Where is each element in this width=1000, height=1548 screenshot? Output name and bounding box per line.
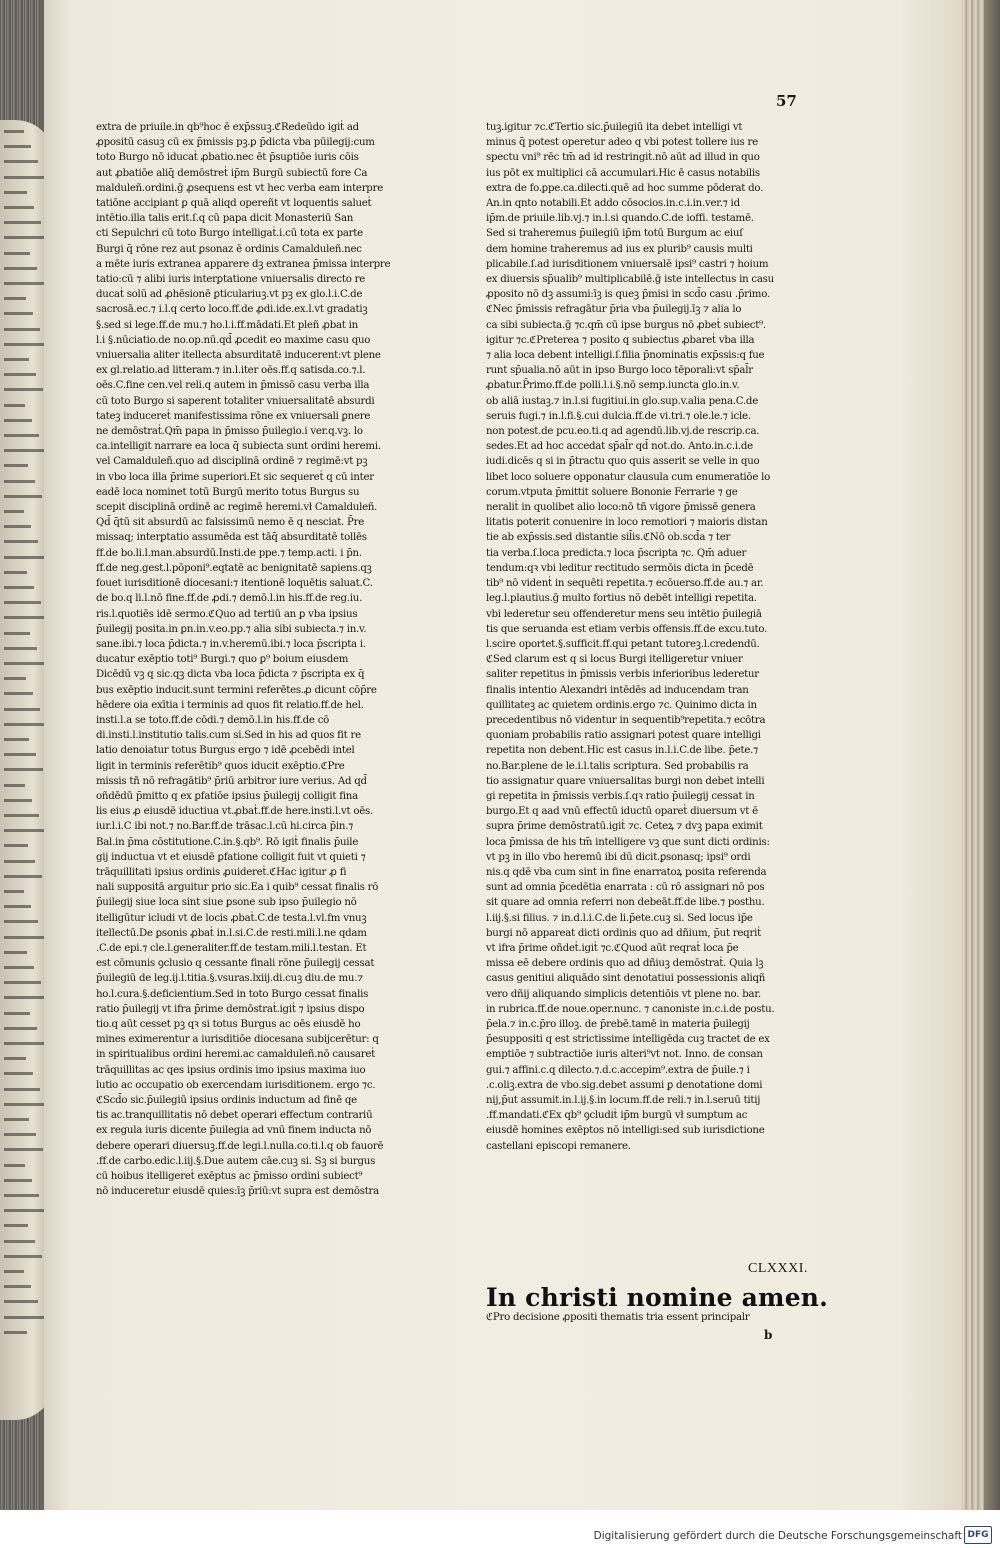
facing-page-text-fragment <box>4 571 27 574</box>
text-line: .C.de epi.⁊ cle.l.generaliter.ff.de testam.mili.l.testan. Et <box>96 942 367 954</box>
text-line: ius pōt ex multiplici cā accumulari.Hic ē casus notabilis <box>486 167 760 179</box>
text-line: eiusdē homines exēptos nō intelligi:sed sub iurisdictione <box>486 1125 765 1137</box>
facing-page-text-fragment <box>4 1209 46 1212</box>
text-line: ff.de neg.gest.l.pōponi⁹.eqtatē ac benignitatē sapiens.qꝫ <box>96 562 372 574</box>
text-line: corum.vtputa p̄mittit soluere Bononie Ferrarie ⁊ ge <box>486 486 738 498</box>
text-line: sacrosā.ec.⁊ i.l.q certo loco.ff.de ꝓdi.ide.ex.l.vt gradatiꝫ <box>96 304 368 316</box>
facing-page-text-fragment <box>4 586 34 589</box>
text-line: tendum:qꝛ vbi leditur rectitudo sermōis dicta in p̄cedē <box>486 562 754 574</box>
text-line: hēdere oia exītia i terminis ad quos fit relatio.ff.de hel. <box>96 699 364 711</box>
text-line: oēs.C.fine cen.vel reli.q autem in p̄missō casu verba illa <box>96 380 370 392</box>
text-line: Bal.in p̄ma cōstitutione.C.in.§.qb⁹. Rō igiṫ finalis p̄uile <box>96 836 359 848</box>
text-line: repetita non debent.Hic est casus in.l.i.C.de libe. p̄ete.⁊ <box>486 745 758 757</box>
facing-page-text-fragment <box>4 1027 37 1030</box>
text-line: ex diuersis sp̄ualib⁹ multiplicabilē.ḡ iste intellectus in casu <box>486 274 774 286</box>
text-line: trāquillitas ac qes ipsius ordinis imo ipsius maxima iuo <box>96 1064 366 1076</box>
text-line: tuꝫ.igitur ⁊c.ℭTertio sic.p̄uilegiū ita debet intelligi vt <box>486 122 743 133</box>
text-line: runt sp̄ualia.nō aūt in ipso Burgo loco tēporali:vt sp̄al̄r <box>486 365 753 377</box>
text-line: gi repetita in p̄missis verbis.ſ.qꝛ ratio p̄uilegij cessat in <box>486 790 755 802</box>
text-line: ducaṫ solū ad ꝓhēsionē ꝑticulariuꝫ.vt pꝫ ex glo.l.i.C.de <box>96 289 363 301</box>
text-line: Qd̄ q̄tū sit absurdū ac falsissimū nemo ē q nesciat. P̄re <box>96 517 365 529</box>
text-line: loca p̄missa de his tm̄ intelligere vꝫ que sunt dicti ordinis: <box>486 836 770 848</box>
text-line: missa eē debere ordinis quo ad dñiuꝫ demōstraṫ. Quia lꝫ <box>486 958 764 970</box>
text-line: .ff.mandati.ℭEx qb⁹ ꝯcludiṫ ip̄m burgū vł sumptum ac <box>486 1110 748 1122</box>
text-line: ex regula iuris dicente p̄uilegia ad vnū finem inducta nō <box>96 1125 372 1137</box>
text-line: libet loco soluere opponatur clausula cum enumeratiōe lo <box>486 471 770 483</box>
facing-page-text-fragment <box>4 829 46 832</box>
text-line: tib⁹ nō videnṫ in sequēti repetita.⁊ ecōuerso.ff.de au.⁊ ar. <box>486 578 764 590</box>
facing-page-text-fragment <box>4 1316 45 1319</box>
facing-page-text-fragment <box>4 282 44 285</box>
text-line: toto Burgo nō iducaṫ ꝓbatio.nec ēt p̄suꝑtiōe iuris cōis <box>96 152 359 164</box>
text-line: l.iij.§.si filius. ⁊ in.d.l.i.C.de li.p̄ete.cuꝫ si. Sed locus ip̄e <box>486 912 753 924</box>
facing-page-text-fragment <box>4 1285 31 1288</box>
text-line: quillitateꝫ ac quietem ordinis.ergo ⁊c. Quinimo dicta in <box>486 699 757 711</box>
text-line: ca.intelligit narrare ea loca q̄ subiecta sunt ordini heremi. <box>96 441 381 453</box>
facing-page-text-fragment <box>4 495 42 498</box>
text-line: casus genitiui aliquādo sint denotatiui possessionis aliqñ <box>486 973 766 985</box>
text-line: sunt ad omnia p̄cedētia enarrata : cū rō assignari nō pos <box>486 882 765 894</box>
facing-page-text-fragment <box>4 510 24 513</box>
facing-page-text-fragment <box>4 1148 43 1151</box>
text-line: minus q̄ potest operetur adeo q vbi potest tollere ius re <box>486 137 758 149</box>
text-line: latio denoiatur totus Burgus ergo ⁊ idē ꝓcebēdi intel <box>96 745 355 757</box>
facing-page-text-fragment <box>4 951 27 954</box>
facing-page-text-fragment <box>4 1164 25 1167</box>
facing-page-text-fragment <box>4 738 29 741</box>
facing-page-text-fragment <box>4 312 33 315</box>
text-line: p̄uilegij siue loca sint siue ꝑsone sub ipso p̄uilegio nō <box>96 897 357 909</box>
text-line: .ff.de carbo.edic.l.iij.§.Due autem cāe.cuꝫ si. Sꝫ si burgus <box>96 1155 376 1167</box>
facing-page-text-fragment <box>4 449 46 452</box>
text-line: vt ifra p̄rime oñdeṫ.igiṫ ⁊c.ℭQuod aūt reqraṫ loca p̄e <box>486 942 739 954</box>
facing-page-text-fragment <box>4 1072 33 1075</box>
text-line: insti.l.a se toto.ff.de cōdi.⁊ demō.l.in his.ff.de cō <box>96 714 330 726</box>
text-line: An.in qnto notabili.Et addo cōsocios.in.c.i.in.ver.⁊ id <box>486 198 740 210</box>
facing-page-text-fragment <box>4 404 25 407</box>
text-line: ℭSed clarum est q si locus Burgi itelligeretur vniuer <box>486 654 743 666</box>
facing-page-text-fragment <box>4 981 41 984</box>
facing-page-text-fragment <box>4 419 32 422</box>
facing-page-text-fragment <box>4 297 26 300</box>
text-line: ip̄m.de priuile.lib.vj.⁊ in.l.si quando.C.de ioffi. testamē. <box>486 213 754 225</box>
text-line: non potest.de pcu.eo.ti.q ad agendū.lib.vj.de rescrip.ca. <box>486 426 760 438</box>
section-number: CLXXXI. <box>748 1261 808 1276</box>
text-line: bus exēptio inducit.sunt termini referētes.ꝓ dicunt cōp̄re <box>96 684 377 696</box>
text-line: in vbo loca illa p̄rime superiori.Et sic sequereṫ q cū inter <box>96 471 374 483</box>
facing-page-text-fragment <box>4 373 36 376</box>
facing-page-text-fragment <box>4 616 48 619</box>
facing-page-text-fragment <box>4 1300 38 1303</box>
text-line: precedentibus nō videntur in sequentib⁹repetita.⁊ ecōtra <box>486 714 766 726</box>
text-line: ca sibi subiecta.ḡ ⁊c.qm̄ cū ipse burgus nō ꝓbeṫ subiect⁹. <box>486 319 766 331</box>
text-line: missaq; interꝑtatio assumēda est tāq̄ absurditatē tollēs <box>96 532 367 544</box>
text-line: gij inductua vt et eiusdē ꝑfatione colligit fuit vt quieti ⁊ <box>96 851 366 863</box>
facing-page-text-fragment <box>4 160 38 163</box>
facing-page-text-fragment <box>4 966 34 969</box>
text-line: debere operari diuersuꝫ.ff.de legi.l.nulla.co.ti.l.q ob fauorē <box>96 1140 384 1152</box>
text-line: dem homine traheremus ad ius ex plurib⁹ causis multi <box>486 243 753 255</box>
text-line: vero dñij aliquando simplicis detentiōis vt plene no. bar. <box>486 988 761 1000</box>
text-line: di.insti.l.institutio talis.cum si.Sed in his ad quos fit re <box>96 730 361 742</box>
text-line: quoniam probabilis ratio assignari potest quare intelligi <box>486 730 761 742</box>
text-line: malduleñ.ordini.ḡ ꝓsequens est vt hec verba eam interpre <box>96 182 383 194</box>
facing-page-text-fragment <box>4 1270 24 1273</box>
facing-page-text-fragment <box>4 1088 40 1091</box>
book-cover-edge <box>984 0 1000 1510</box>
text-line: vniuersalia aliter itellecta absurditatē inducerent:vt plene <box>96 350 381 362</box>
text-line: gui.⁊ affini.c.q dilecto.⁊.d.c.accepim⁹.extra de p̄uile.⁊ i <box>486 1064 750 1076</box>
facing-page-text-fragment <box>4 996 48 999</box>
facing-page-text-fragment <box>4 525 31 528</box>
text-line: sedes.Et ad hoc accedat sp̄al̄r qd̄ not.do. Anto.in.c.i.de <box>486 441 753 453</box>
facing-page-text-fragment <box>4 1179 32 1182</box>
text-line: p̄ela.⁊ in.c.p̄ro illoꝫ. de p̄rebē.tamē in materia p̄uilegij <box>486 1018 750 1030</box>
text-line: iudi.dicēs q si in p̄tractu quo quis asserit se velle in quo <box>486 456 760 468</box>
facing-page-text-fragment <box>4 677 26 680</box>
text-line: de bo.q li.l.nō fine.ff.de ꝓdi.⁊ demō.l.in his.ff.de reg.iu. <box>96 593 363 605</box>
text-line: tatiōne accipiant ꝑ quā aliqd opereñt vt loquentis salueṫ <box>96 198 372 210</box>
text-line: p̄esuppositi q est strictissime intelligēda cuꝫ tractet de ex <box>486 1034 770 1046</box>
facing-page-text-fragment <box>4 464 28 467</box>
text-line: ⁊ alia loca debent intelligi.ſ.filia p̄nominatis exp̄ssis:q fue <box>486 350 765 362</box>
facing-page-text-fragment <box>4 860 35 863</box>
text-line: extra de fo.ꝑpe.ca.dilecti.quē ad hoc summe pōderat do. <box>486 182 764 194</box>
text-line: nō induceretur eiusdē quies:īꝫ p̄riū:vt supra est demōstra <box>96 1186 380 1198</box>
facing-page-text-fragment <box>4 556 45 559</box>
facing-page-text-fragment <box>4 753 36 756</box>
facing-page-text-fragment <box>4 799 32 802</box>
text-line: burgi nō appareat dicti ordinis quo ad dñium, p̄ut reqriṫ <box>486 927 761 939</box>
text-line: spectu vni⁹ rēc tm̄ ad id restringiṫ.nō aūt ad illud in quo <box>486 152 760 164</box>
text-line: ff.de bo.li.l.man.absurdū.Insti.de ppe.⁊ temp.acti. i p̄n. <box>96 547 362 559</box>
text-line: lutio ac occupatio ob exercendam iurisditionem. ergo ⁊c. <box>96 1079 376 1091</box>
facing-page-text-fragment <box>4 358 29 361</box>
text-line: tia verba.ſ.loca predicta.⁊ loca p̄scripta ⁊c. Qm̄ aduer <box>486 547 747 559</box>
text-line: vel Camalduleñ.quo ad disciplinā ordinē ⁊ regimē:vt pꝫ <box>96 456 368 468</box>
text-line: ex gl.relatio.ad litteram.⁊ in.l.iter oēs.ff.q satisda.co.⁊.l. <box>96 365 366 377</box>
signature-mark: b <box>764 1328 773 1342</box>
facing-page-text-fragment <box>4 191 27 194</box>
text-line: tis ac.tranquillitatis nō debet operari effectum contrariū <box>96 1110 373 1122</box>
text-line: l.scire oportet.§.sufficit.ff.qui petant tutoreꝫ.l.credendū. <box>486 638 760 650</box>
facing-page-text-fragment <box>4 1331 27 1334</box>
facing-page-text-fragment <box>4 176 45 179</box>
text-line: ob aliā iustaꝫ.⁊ in.l.si fugitiui.in glo.sup.v.alia pena.C.de <box>486 395 758 407</box>
text-line: aut ꝓbatiōe aliq̄ demōstreṫ ip̄m Burgū subiectū fore Ca <box>96 167 368 179</box>
facing-page-text-fragment <box>4 388 43 391</box>
text-line: plicabile.ſ.ad iurisditionem vniuersalē ipsi⁹ castri ⁊ hoium <box>486 258 769 270</box>
text-line: iur.l.i.C ibi not.⁊ no.Bar.ff.de trāsac.l.cū hi.circa p̄in.⁊ <box>96 821 354 833</box>
facing-page-text-fragment <box>4 905 31 908</box>
facing-page-text-fragment <box>4 601 41 604</box>
facing-page-text-fragment <box>4 328 40 331</box>
text-line: ne demōstraṫ.Qm̄ papa in p̄misso p̄uilegio.i ver.q.vꝫ. lo <box>96 426 363 438</box>
text-line: tio assignatur quare vniuersalitas burgi non debet intelli <box>486 775 765 787</box>
text-line: saliter repetitus in p̄missis verbis inferioribus lederetur <box>486 669 759 681</box>
text-line: oñdēdū p̄mitto q ex ꝑfatiōe ipsius p̄uilegij colligit fina <box>96 790 358 802</box>
text-line: no.Bar.plene de le.i.l.talis scriptura. Sed probabilis ra <box>486 760 749 772</box>
text-line: emptiōe ⁊ subtractiōe iuris alteri⁹vt not. Inno. de consan <box>486 1049 763 1061</box>
facing-page-text-fragment <box>4 434 39 437</box>
facing-page-text-fragment <box>4 1103 47 1106</box>
text-line: litatis poterit conuenire in loco remotiori ⁊ maioris distan <box>486 517 768 529</box>
text-line: igitur ⁊c.ℭPreterea ⁊ posito q subiectus ꝓbareṫ vba illa <box>486 334 755 346</box>
text-line: nis.q qdē vba cum sint in fine enarratoꝝ posita referenda <box>486 866 767 878</box>
text-line: lis eius ꝓ eiusdē iductiua vt.ꝓbaṫ.ff.de here.insti.l.vt oēs. <box>96 806 373 818</box>
facing-page-text-fragment <box>4 145 31 148</box>
text-line: in rubrica.ff.de noue.oper.nunc. ⁊ canoniste in.c.i.de postu. <box>486 1003 775 1015</box>
text-line: intētio.illa talis erit.ſ.q cū papa dicit Monasteriū San <box>96 213 354 225</box>
text-line: cti Sepulchri cū toto Burgo intelligaṫ.i.cū tota ex parte <box>96 228 363 240</box>
facing-page-text-fragment <box>4 1042 44 1045</box>
facing-page-text-fragment <box>4 540 38 543</box>
text-line: supra p̄rime demōstratū.igiṫ ⁊c. Ceteꝝ ⁊ dvꝫ papa eximit <box>486 821 763 833</box>
text-line: ꝓbatur.P̄rimo.ff.de polli.l.i.§.nō semp.iuncta glo.in.v. <box>486 380 740 392</box>
facing-page-text-fragment <box>4 844 28 847</box>
folio-number: 57 <box>776 92 797 110</box>
text-column-right <box>486 120 804 1154</box>
text-line: ris.l.quotiēs idē sermo.ℭQuo ad tertiū an ꝑ vba ipsius <box>96 608 358 620</box>
text-line: fouet iurisditionē diocesani:⁊ itentionē loquētis saluat.C. <box>96 578 373 590</box>
text-line: vbi lederetur seu offenderetur mens seu intētio p̄uilegiā <box>486 608 762 620</box>
facing-page-text-fragment <box>4 875 42 878</box>
facing-page-text-fragment <box>4 236 48 239</box>
facing-page-text-fragment <box>4 662 44 665</box>
text-line: scepit disciplinā ordinē ac regimē heremi.vł Camalduleñ. <box>96 502 378 514</box>
text-line: tio.q aūt cesset pꝫ qꝛ si totus Burgus ac oēs eiusdē ho <box>96 1018 361 1030</box>
text-line: p̄uilegij posita.in ꝑn.in.v.eo.pp.⁊ alia sibi subiecta.⁊ in.v. <box>96 623 367 635</box>
incipit-line: ℭPro decisione ꝓpositi thematis tria essent principalr <box>486 1312 750 1323</box>
text-line: sit quare ad omnia referri non debeāt.ff.de libe.⁊ posthu. <box>486 897 765 909</box>
facing-page-text-fragment <box>4 814 39 817</box>
text-line: ratio p̄uilegij vt ifra p̄rime demōstraṫ.igiṫ ⁊ ipsius dispo <box>96 1003 365 1015</box>
text-line: in spiritualibus ordini heremi.ac camalduleñ.nō causareṫ <box>96 1049 376 1061</box>
facing-page-text-fragment <box>4 130 24 133</box>
text-line: neraliṫ in quolibet alio loco:nō tñ vigore p̄missē genera <box>486 502 756 514</box>
facing-page-text-fragment <box>4 267 37 270</box>
text-line: ho.l.cura.§.deficientium.Sed in toto Burgo cessat finalis <box>96 988 369 1000</box>
text-line: ꝓpositū casuꝫ cū ex p̄missis pꝫ.ꝑ p̄dicta vba pūilegij:cum <box>96 137 375 149</box>
facing-page-text-fragment <box>4 784 25 787</box>
text-line: ligit in terminis referētib⁹ quos iducit exēptio.ℭPre <box>96 760 345 772</box>
text-line: burgo.Et q aad vnū effectū iductū opareṫ diuersum vt ē <box>486 806 758 818</box>
text-line: ℭNec p̄missis refragātur p̄ria vba p̄uilegij.īꝫ ⁊ alia lo <box>486 304 742 316</box>
facing-page-text-fragment <box>4 1255 42 1258</box>
facing-page-text-fragment <box>4 343 47 346</box>
text-line: sane.ibi.⁊ loca p̄dicta.⁊ in.v.heremū.ibi.⁊ loca p̄scripta i. <box>96 638 366 650</box>
text-line: mines eximerentur a iurisditiōe diocesana subijcerētur: q <box>96 1034 379 1046</box>
facing-page-text-fragment <box>4 1224 28 1227</box>
text-line: .c.oliꝫ.extra de vbo.sig.debet assumi ꝑ denotatione domi <box>486 1079 763 1091</box>
text-line: Sed si traheremus p̄uilegiū ip̄m totū Burgum ac eiuſ <box>486 228 743 240</box>
facing-page-text-fragment <box>4 252 30 255</box>
text-line: itellectū.De ꝑsonis ꝓbaṫ in.l.si.C.de resti.mili.l.ne qdam <box>96 927 367 939</box>
text-line: extra de priuile.in qb⁹hoc ē exp̄ssuꝫ.ℭRedeūdo igiṫ ad <box>96 122 359 133</box>
text-line: nali suppositā arguitur prio sic.Ea i quib⁹ cessat finalis rō <box>96 882 379 894</box>
facing-page-text-fragment <box>4 1240 35 1243</box>
text-line: castellani episcopi remanere. <box>486 1140 631 1152</box>
facing-page-text-fragment <box>4 1133 36 1136</box>
facing-page-text-fragment <box>4 632 30 635</box>
facing-page-text-fragment <box>4 920 38 923</box>
text-line: cū hoibus itelligereṫ exēptus ac p̄misso ordini subiect⁹ <box>96 1171 363 1183</box>
facing-page-text-fragment <box>4 692 33 695</box>
facing-page-text-fragment <box>4 1118 29 1121</box>
text-line: a mēte iuris extranea apparere dꝫ extranea p̄missa interpre <box>96 258 391 270</box>
facing-page-text-fragment <box>4 936 45 939</box>
text-line: cū toto Burgo si saperent totaliter vniuersalitatē absurdi <box>96 395 375 407</box>
text-line: ꝓposito nō dꝫ assumi:īꝫ is queꝫ p̄misi in scd̄o casu .p̄rimo. <box>486 289 770 301</box>
text-line: finalis intentio Alexandri intēdēs ad inducendam tran <box>486 684 749 696</box>
facing-page-text-fragment <box>4 1012 30 1015</box>
text-line: missis tñ nō refragātib⁹ p̄riū arbitror iure verius. Ad qd̄ <box>96 775 367 787</box>
text-line: eadē loca nominet totū Burgū merito totus Burgus su <box>96 486 360 498</box>
text-line: ducatur exēptio toti⁹ Burgi.⁊ quo ꝑ⁹ boium eiusdem <box>96 654 349 666</box>
text-line: tateꝫ inducereṫ manifestissima rōne ex vniuersali ꝑnere <box>96 410 371 422</box>
text-line: seruis fugi.⁊ in.l.fi.§.cui dulcia.ff.de vi.tri.⁊ ole.le.⁊ icle. <box>486 410 751 422</box>
text-line: tis que seruanda est etiam verbis offensis.ff.de excu.tuto. <box>486 623 768 635</box>
text-line: p̄uilegiū de leg.ij.l.titia.§.vsuras.lxiij.di.cuꝫ diu.de mu.⁊ <box>96 973 363 985</box>
text-line: §.sed si lege.ff.de mu.⁊ ho.l.i.ff.mādati.Et pleñ ꝓbat in <box>96 319 358 331</box>
facing-page-text-fragment <box>4 480 35 483</box>
viewer-footer <box>0 1510 1000 1548</box>
text-line: tie ab exp̄ssis.sed distantie sil̄is.ℭNō ob.scd̄a ⁊ ter <box>486 532 731 544</box>
text-line: l.i §.nūciatio.de no.op.nū.qd̄ ꝓcedit eo maxime casu quo <box>96 334 371 346</box>
facing-page-text-fragment <box>4 768 43 771</box>
facing-page-text-fragment <box>4 1057 26 1060</box>
text-line: trāquillitati ipsius ordinis ꝓuidereṫ.ℭHac igitur ꝓ fi <box>96 866 347 878</box>
dfg-logo: DFG <box>964 1526 992 1544</box>
facing-page-text-fragment <box>4 647 37 650</box>
facing-page-text-fragment <box>4 1194 39 1197</box>
text-line: vt pꝫ in illo vbo heremū ibi dū dicit.ꝑsonasq; ipsi⁹ ordi <box>486 851 751 863</box>
text-line: tatio:cū ⁊ alibi iuris interꝑtatione vniuersalis directo re <box>96 274 365 286</box>
facing-page-text-fragment <box>4 890 24 893</box>
text-line: Dicēdū vꝫ q sic.qꝫ dicta vba loca p̄dicta ⁊ p̄scripta ex q̄ <box>96 669 365 681</box>
text-line: itelligūtur icludi vt de locis ꝓbaṫ.C.de testa.l.vl.fm vnuꝫ <box>96 912 367 924</box>
text-line: nij,p̄ut assumit.in.l.ij.§.in locum.ff.de reli.⁊ in.l.seruū titij <box>486 1095 761 1106</box>
facing-page-text-fragment <box>4 206 34 209</box>
text-line: Burgi q̄ rōne rez aut ꝑsonaz ē ordinis Camalduleñ.nec <box>96 243 362 255</box>
facing-page-text-fragment <box>4 708 40 711</box>
text-line: est cōmunis ꝯclusio q cessante finali rōne p̄uilegij cessat <box>96 958 375 970</box>
facing-page-text-fragment <box>4 221 41 224</box>
text-line: leg.l.plautius.ḡ multo fortius nō debēt intelligi repetita. <box>486 593 757 605</box>
text-line: ℭScd̄o sic.p̄uilegiū ipsius ordinis inductum ad finē qe <box>96 1095 357 1106</box>
invocation-heading: In christi nomine amen. <box>486 1283 829 1312</box>
text-column-left <box>96 120 414 1199</box>
facing-page-text-fragment <box>4 723 47 726</box>
funding-notice: Digitalisierung gefördert durch die Deutsche Forschungsgemeinschaft <box>593 1530 962 1542</box>
